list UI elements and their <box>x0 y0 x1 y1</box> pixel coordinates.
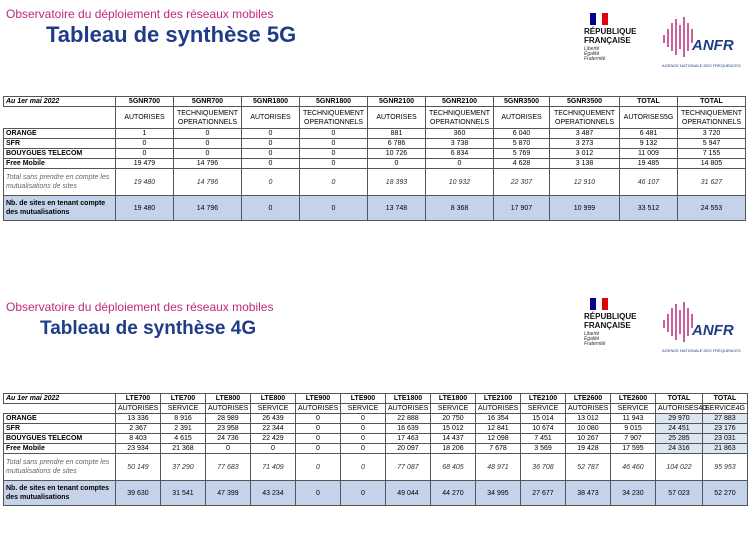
cell: 3 720 <box>678 129 746 139</box>
table-row <box>4 414 748 424</box>
cell: 25 285 <box>656 434 703 444</box>
logo-group-5g <box>584 13 744 73</box>
table-row <box>4 129 746 139</box>
sub-header: SERVICE <box>431 404 476 414</box>
cell: 3 569 <box>521 444 566 454</box>
cell: 16 639 <box>386 424 431 434</box>
cell: 0 <box>296 434 341 444</box>
cell: 23 031 <box>703 434 748 444</box>
operator-label: Free Mobile <box>4 444 116 454</box>
cell: 7 678 <box>476 444 521 454</box>
mutualisation-row <box>4 196 746 221</box>
cell: 6 481 <box>620 129 678 139</box>
anfr-subtitle: AGENCE NATIONALE DES FRÉQUENCES <box>662 63 741 68</box>
cell: 48 971 <box>476 454 521 481</box>
band-header: 5GNR2100 <box>368 97 426 107</box>
cell: 14 437 <box>431 434 476 444</box>
cell: 104 022 <box>656 454 703 481</box>
cell: 0 <box>341 481 386 506</box>
cell: 34 230 <box>611 481 656 506</box>
cell: 24 451 <box>656 424 703 434</box>
cell: 12 098 <box>476 434 521 444</box>
cell: 46 107 <box>620 169 678 196</box>
cell: 0 <box>341 444 386 454</box>
cell: 33 512 <box>620 196 678 221</box>
cell: 8 368 <box>426 196 494 221</box>
cell: 0 <box>242 196 300 221</box>
operator-label: ORANGE <box>4 414 116 424</box>
rf-motto-2: Égalité <box>584 51 600 57</box>
cell: 0 <box>242 159 300 169</box>
table-row <box>4 149 746 159</box>
sub-header: AUTORISES <box>296 404 341 414</box>
total-label: Total sans prendre en compte les mutualisations de sites <box>4 169 116 196</box>
cell: 0 <box>296 454 341 481</box>
total-label: Total sans prendre en compte les mutualisations de sites <box>4 454 116 481</box>
operator-label: ORANGE <box>4 129 116 139</box>
cell: 0 <box>300 159 368 169</box>
band-header: LTE2600 <box>611 394 656 404</box>
cell: 2 391 <box>161 424 206 434</box>
sub-header: AUTORISES4G <box>656 404 703 414</box>
cell: 22 888 <box>386 414 431 424</box>
table-row <box>4 139 746 149</box>
band-header: TOTAL <box>656 394 703 404</box>
page-title-4g: Tableau de synthèse 4G <box>40 318 257 339</box>
cell: 47 399 <box>206 481 251 506</box>
sub-header: SERVICE <box>251 404 296 414</box>
rf-motto-3: Fraternité <box>584 341 606 347</box>
cell: 21 368 <box>161 444 206 454</box>
cell: 95 953 <box>703 454 748 481</box>
sub-header: AUTORISES <box>116 107 174 129</box>
cell: 49 044 <box>386 481 431 506</box>
cell: 0 <box>242 139 300 149</box>
sub-header: TECHNIQUEMENT OPERATIONNELS <box>426 107 494 129</box>
cell: 0 <box>206 444 251 454</box>
cell: 15 014 <box>521 414 566 424</box>
cell: 14 796 <box>174 196 242 221</box>
sub-header: AUTORISES <box>566 404 611 414</box>
table-row <box>4 444 748 454</box>
republique-francaise-logo <box>584 298 654 347</box>
cell: 0 <box>242 169 300 196</box>
cell: 3 273 <box>550 139 620 149</box>
cell: 18 206 <box>431 444 476 454</box>
cell: 19 479 <box>116 159 174 169</box>
operator-label: SFR <box>4 139 116 149</box>
cell: 0 <box>341 434 386 444</box>
cell: 1 <box>116 129 174 139</box>
cell: 0 <box>242 149 300 159</box>
page-title-5g: Tableau de synthèse 5G <box>46 22 297 47</box>
cell: 21 863 <box>703 444 748 454</box>
cell: 77 683 <box>206 454 251 481</box>
cell: 3 738 <box>426 139 494 149</box>
mutualisation-row <box>4 481 748 506</box>
french-flag-icon <box>590 13 608 25</box>
logo-group-4g <box>584 298 744 358</box>
band-header: LTE800 <box>251 394 296 404</box>
cell: 52 787 <box>566 454 611 481</box>
cell: 14 796 <box>174 169 242 196</box>
cell: 9 132 <box>620 139 678 149</box>
cell: 8 916 <box>161 414 206 424</box>
band-header: LTE1800 <box>431 394 476 404</box>
cell: 77 087 <box>386 454 431 481</box>
cell: 0 <box>300 139 368 149</box>
cell: 19 485 <box>620 159 678 169</box>
cell: 50 149 <box>116 454 161 481</box>
cell: 10 674 <box>521 424 566 434</box>
cell: 46 460 <box>611 454 656 481</box>
cell: 68 405 <box>431 454 476 481</box>
cell: 24 316 <box>656 444 703 454</box>
sub-header: AUTORISES5G <box>620 107 678 129</box>
anfr-logo <box>662 298 744 358</box>
cell: 15 012 <box>431 424 476 434</box>
band-header: LTE1800 <box>386 394 431 404</box>
rf-motto-3: Fraternité <box>584 56 606 62</box>
table-5g <box>3 96 746 221</box>
table-4g <box>3 393 748 506</box>
cell: 0 <box>242 129 300 139</box>
cell: 38 473 <box>566 481 611 506</box>
cell: 10 080 <box>566 424 611 434</box>
band-header: 5GNR1800 <box>242 97 300 107</box>
cell: 12 841 <box>476 424 521 434</box>
cell: 0 <box>341 454 386 481</box>
cell: 10 999 <box>550 196 620 221</box>
cell: 0 <box>300 169 368 196</box>
cell: 0 <box>116 139 174 149</box>
cell: 11 009 <box>620 149 678 159</box>
cell: 0 <box>296 414 341 424</box>
cell: 0 <box>300 196 368 221</box>
band-header: LTE2100 <box>476 394 521 404</box>
sub-header: SERVICE <box>611 404 656 414</box>
sub-header: AUTORISES <box>206 404 251 414</box>
cell: 3 012 <box>550 149 620 159</box>
cell: 0 <box>368 159 426 169</box>
cell: 8 403 <box>116 434 161 444</box>
section-4g <box>0 292 750 544</box>
cell: 23 176 <box>703 424 748 434</box>
cell: 6 834 <box>426 149 494 159</box>
republique-francaise-logo <box>584 13 654 62</box>
band-header: LTE900 <box>341 394 386 404</box>
cell: 27 677 <box>521 481 566 506</box>
sub-header: SERVICE4G <box>703 404 748 414</box>
band-header: TOTAL <box>703 394 748 404</box>
band-header: 5GNR3500 <box>494 97 550 107</box>
cell: 3 138 <box>550 159 620 169</box>
cell: 19 480 <box>116 196 174 221</box>
cell: 2 367 <box>116 424 161 434</box>
sub-header: SERVICE <box>521 404 566 414</box>
cell: 0 <box>296 444 341 454</box>
band-header: 5GNR2100 <box>426 97 494 107</box>
cell: 23 934 <box>116 444 161 454</box>
cell: 16 354 <box>476 414 521 424</box>
cell: 5 870 <box>494 139 550 149</box>
french-flag-icon <box>590 298 608 310</box>
cell: 0 <box>251 444 296 454</box>
rf-motto-1: Liberté <box>584 331 600 337</box>
cell: 12 910 <box>550 169 620 196</box>
cell: 6 040 <box>494 129 550 139</box>
sub-header: TECHNIQUEMENT OPERATIONNELS <box>174 107 242 129</box>
empty-header-cell <box>4 404 116 414</box>
band-header: LTE900 <box>296 394 341 404</box>
cell: 7 907 <box>611 434 656 444</box>
band-header: LTE2100 <box>521 394 566 404</box>
cell: 34 995 <box>476 481 521 506</box>
anfr-logo <box>662 13 744 73</box>
band-header: LTE2600 <box>566 394 611 404</box>
cell: 0 <box>174 139 242 149</box>
anfr-subtitle: AGENCE NATIONALE DES FRÉQUENCES <box>662 348 741 353</box>
cell: 57 023 <box>656 481 703 506</box>
date-label-4g: Au 1er mai 2022 <box>4 394 116 404</box>
sub-header: AUTORISES <box>116 404 161 414</box>
cell: 0 <box>174 149 242 159</box>
cell: 881 <box>368 129 426 139</box>
cell: 22 307 <box>494 169 550 196</box>
cell: 10 932 <box>426 169 494 196</box>
band-header: LTE800 <box>206 394 251 404</box>
date-label-5g: Au 1er mai 2022 <box>4 97 116 107</box>
band-header: TOTAL <box>620 97 678 107</box>
total-row <box>4 169 746 196</box>
cell: 20 750 <box>431 414 476 424</box>
table-row <box>4 424 748 434</box>
cell: 20 097 <box>386 444 431 454</box>
cell: 0 <box>296 481 341 506</box>
band-header: LTE700 <box>116 394 161 404</box>
cell: 36 708 <box>521 454 566 481</box>
cell: 37 290 <box>161 454 206 481</box>
sub-header: AUTORISES <box>476 404 521 414</box>
cell: 27 883 <box>703 414 748 424</box>
cell: 52 270 <box>703 481 748 506</box>
band-header: 5GNR700 <box>116 97 174 107</box>
cell: 17 463 <box>386 434 431 444</box>
cell: 22 429 <box>251 434 296 444</box>
cell: 44 270 <box>431 481 476 506</box>
operator-label: BOUYGUES TELECOM <box>4 149 116 159</box>
rf-line-1: RÉPUBLIQUE <box>584 312 637 321</box>
cell: 0 <box>296 424 341 434</box>
cell: 14 805 <box>678 159 746 169</box>
cell: 7 155 <box>678 149 746 159</box>
cell: 28 989 <box>206 414 251 424</box>
cell: 10 726 <box>368 149 426 159</box>
cell: 0 <box>174 129 242 139</box>
cell: 22 344 <box>251 424 296 434</box>
mutualisation-label: Nb. de sites en tenant compte des mutualisations <box>4 196 116 221</box>
cell: 0 <box>300 129 368 139</box>
cell: 9 015 <box>611 424 656 434</box>
band-header: TOTAL <box>678 97 746 107</box>
cell: 23 958 <box>206 424 251 434</box>
cell: 5 947 <box>678 139 746 149</box>
sub-header: SERVICE <box>161 404 206 414</box>
cell: 10 267 <box>566 434 611 444</box>
anfr-name: ANFR <box>692 322 734 339</box>
sub-header: AUTORISES <box>242 107 300 129</box>
sub-header: AUTORISES <box>386 404 431 414</box>
cell: 17 595 <box>611 444 656 454</box>
observatoire-title-5g: Observatoire du déploiement des réseaux mobiles <box>6 7 274 21</box>
cell: 29 970 <box>656 414 703 424</box>
cell: 0 <box>426 159 494 169</box>
cell: 31 627 <box>678 169 746 196</box>
cell: 360 <box>426 129 494 139</box>
operator-label: BOUYGUES TELECOM <box>4 434 116 444</box>
rf-line-2: FRANÇAISE <box>584 321 631 330</box>
cell: 13 748 <box>368 196 426 221</box>
cell: 31 541 <box>161 481 206 506</box>
sub-header: TECHNIQUEMENT OPERATIONNELS <box>300 107 368 129</box>
cell: 14 796 <box>174 159 242 169</box>
sub-header: AUTORISES <box>494 107 550 129</box>
cell: 24 736 <box>206 434 251 444</box>
sub-header: AUTORISES <box>368 107 426 129</box>
band-header: 5GNR3500 <box>550 97 620 107</box>
observatoire-title-4g: Observatoire du déploiement des réseaux mobiles <box>6 300 274 314</box>
rf-line-1: RÉPUBLIQUE <box>584 27 637 36</box>
cell: 39 630 <box>116 481 161 506</box>
cell: 6 786 <box>368 139 426 149</box>
empty-header-cell <box>4 107 116 129</box>
cell: 3 487 <box>550 129 620 139</box>
anfr-name: ANFR <box>692 37 734 54</box>
band-header: 5GNR1800 <box>300 97 368 107</box>
cell: 13 336 <box>116 414 161 424</box>
table-row <box>4 159 746 169</box>
band-header: 5GNR700 <box>174 97 242 107</box>
cell: 24 553 <box>678 196 746 221</box>
cell: 0 <box>341 414 386 424</box>
cell: 4 628 <box>494 159 550 169</box>
mutualisation-label: Nb. de sites en tenant comptes des mutualisations <box>4 481 116 506</box>
section-5g <box>0 0 750 270</box>
cell: 13 012 <box>566 414 611 424</box>
cell: 71 409 <box>251 454 296 481</box>
cell: 0 <box>300 149 368 159</box>
cell: 11 943 <box>611 414 656 424</box>
cell: 0 <box>116 149 174 159</box>
table-row <box>4 434 748 444</box>
band-header: LTE700 <box>161 394 206 404</box>
sub-header: SERVICE <box>341 404 386 414</box>
cell: 26 439 <box>251 414 296 424</box>
cell: 18 393 <box>368 169 426 196</box>
sub-header: TECHNIQUEMENT OPERATIONNELS <box>678 107 746 129</box>
rf-motto-1: Liberté <box>584 46 600 52</box>
cell: 4 615 <box>161 434 206 444</box>
operator-label: Free Mobile <box>4 159 116 169</box>
cell: 17 907 <box>494 196 550 221</box>
cell: 19 428 <box>566 444 611 454</box>
sub-header: TECHNIQUEMENT OPERATIONNELS <box>550 107 620 129</box>
rf-line-2: FRANÇAISE <box>584 36 631 45</box>
cell: 19 480 <box>116 169 174 196</box>
cell: 43 234 <box>251 481 296 506</box>
cell: 5 769 <box>494 149 550 159</box>
rf-motto-2: Égalité <box>584 336 600 342</box>
total-row <box>4 454 748 481</box>
cell: 7 451 <box>521 434 566 444</box>
operator-label: SFR <box>4 424 116 434</box>
cell: 0 <box>341 424 386 434</box>
